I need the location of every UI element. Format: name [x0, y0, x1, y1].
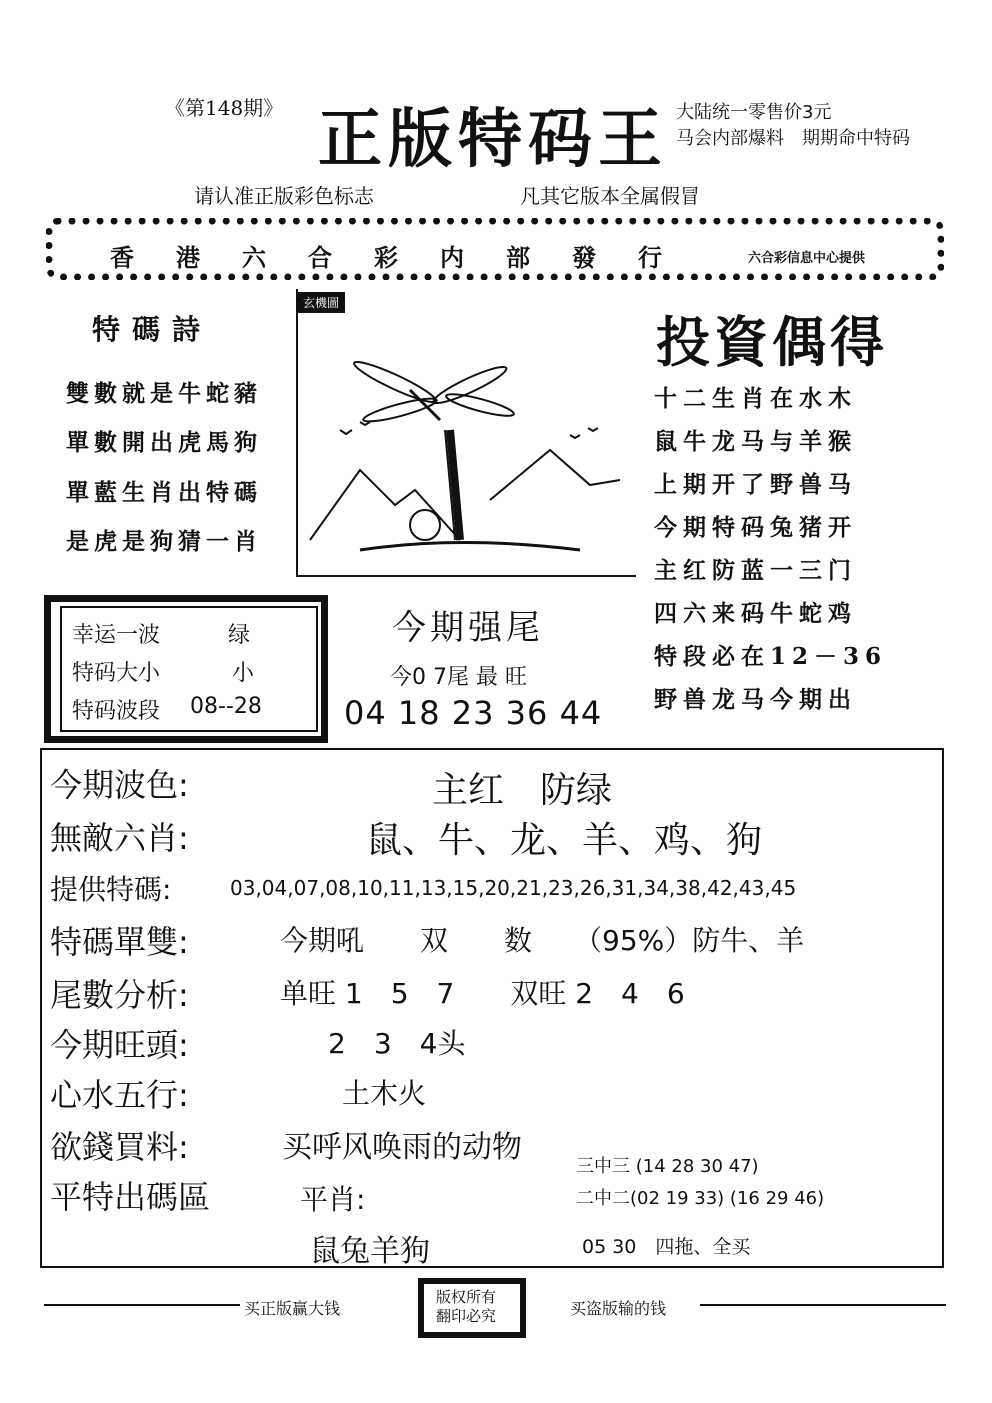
five-value: 土木火 — [342, 1077, 427, 1110]
head-label: 今期旺頭: — [50, 1026, 189, 1064]
lucky-size-value: 小 — [232, 661, 255, 686]
invest-line: 上期开了野兽马 — [654, 471, 857, 498]
banner-text: 香港六合彩内部發行 — [110, 244, 704, 272]
invest-title: 投資偶得 — [656, 310, 888, 374]
color-label: 今期波色: — [50, 766, 189, 804]
codes-value: 03,04,07,08,10,11,13,15,20,21,23,26,31,34,38,42,43,45 — [230, 876, 797, 900]
poem-line: 單藍生肖出特碼 — [66, 479, 262, 506]
invest-line: 四六来码牛蛇鸡 — [654, 600, 857, 627]
invest-line: 主红防蓝一三门 — [654, 557, 857, 584]
dragonfly-illustration — [300, 330, 630, 570]
invest-line: 鼠牛龙马与羊猴 — [654, 428, 857, 455]
strong-tail-title: 今期强尾 — [392, 608, 544, 648]
footer-rule-left — [44, 1304, 240, 1306]
banner-provider: 六合彩信息中心提供 — [748, 251, 866, 266]
two-hit-line: 二中二(02 19 33) (16 29 46) — [576, 1188, 825, 1209]
issue-number: 《第148期》 — [165, 96, 284, 120]
page-title: 正版特码王 — [318, 102, 668, 177]
color-value: 主红 防绿 — [432, 770, 613, 811]
six-value: 鼠、牛、龙、羊、鸡、狗 — [366, 820, 763, 861]
poem-line: 單數開出虎馬狗 — [66, 429, 262, 456]
poem-title: 特碼詩 — [92, 313, 213, 346]
footer-left-text: 买正版赢大钱 — [244, 1299, 341, 1318]
notice-right: 凡其它版本全属假冒 — [520, 184, 700, 208]
lucky-range-value: 08--28 — [190, 694, 262, 719]
five-label: 心水五行: — [50, 1076, 189, 1114]
notice-left: 请认准正版彩色标志 — [194, 184, 374, 208]
strong-tail-numbers: 04 18 23 36 44 — [344, 694, 603, 732]
poem-line: 雙數就是牛蛇豬 — [66, 380, 262, 407]
lucky-wave-value: 绿 — [228, 623, 251, 648]
drag-line: 05 30 四拖、全买 — [582, 1236, 751, 1258]
flat-value: 鼠兔羊狗 — [310, 1234, 430, 1269]
invest-line: 十二生肖在水木 — [654, 385, 857, 412]
mystery-picture-tag: 玄機圖 — [297, 292, 345, 313]
lucky-range-label: 特码波段 — [72, 699, 161, 724]
invest-line: 特段必在12－36 — [654, 643, 888, 670]
buy-label: 欲錢買料: — [50, 1128, 189, 1166]
copyright-line2: 翻印必究 — [436, 1307, 497, 1325]
lucky-size-label: 特码大小 — [72, 661, 161, 686]
lucky-wave-label: 幸运一波 — [72, 623, 161, 648]
footer-rule-right — [700, 1304, 946, 1306]
flat-label: 平肖: — [300, 1183, 366, 1216]
six-label: 無敵六肖: — [50, 819, 189, 857]
zone-label: 平特出碼區 — [50, 1178, 211, 1216]
oddeven-label: 特碼單雙: — [50, 923, 189, 961]
tagline: 马会内部爆料 期期命中特码 — [676, 128, 910, 149]
invest-line: 野兽龙马今期出 — [654, 686, 857, 713]
oddeven-value: 今期吼 双 数 （95%）防牛、羊 — [280, 924, 805, 957]
footer-right-text: 买盗版输的钱 — [570, 1299, 667, 1318]
invest-line: 今期特码兔猪开 — [654, 514, 857, 541]
tail-label: 尾數分析: — [50, 976, 189, 1014]
poem-line: 是虎是狗猜一肖 — [66, 528, 262, 555]
copyright-line1: 版权所有 — [436, 1288, 497, 1306]
codes-label: 提供特碼: — [50, 873, 172, 906]
buy-value: 买呼风唤雨的动物 — [282, 1130, 522, 1165]
strong-tail-subtitle: 今0 7尾 最 旺 — [390, 665, 527, 690]
head-value: 2 3 4头 — [328, 1027, 466, 1060]
tail-value: 单旺 1 5 7 双旺 2 4 6 — [280, 977, 685, 1010]
price-line: 大陆统一零售价3元 — [676, 102, 832, 123]
three-hit-line: 三中三 (14 28 30 47) — [576, 1156, 759, 1177]
